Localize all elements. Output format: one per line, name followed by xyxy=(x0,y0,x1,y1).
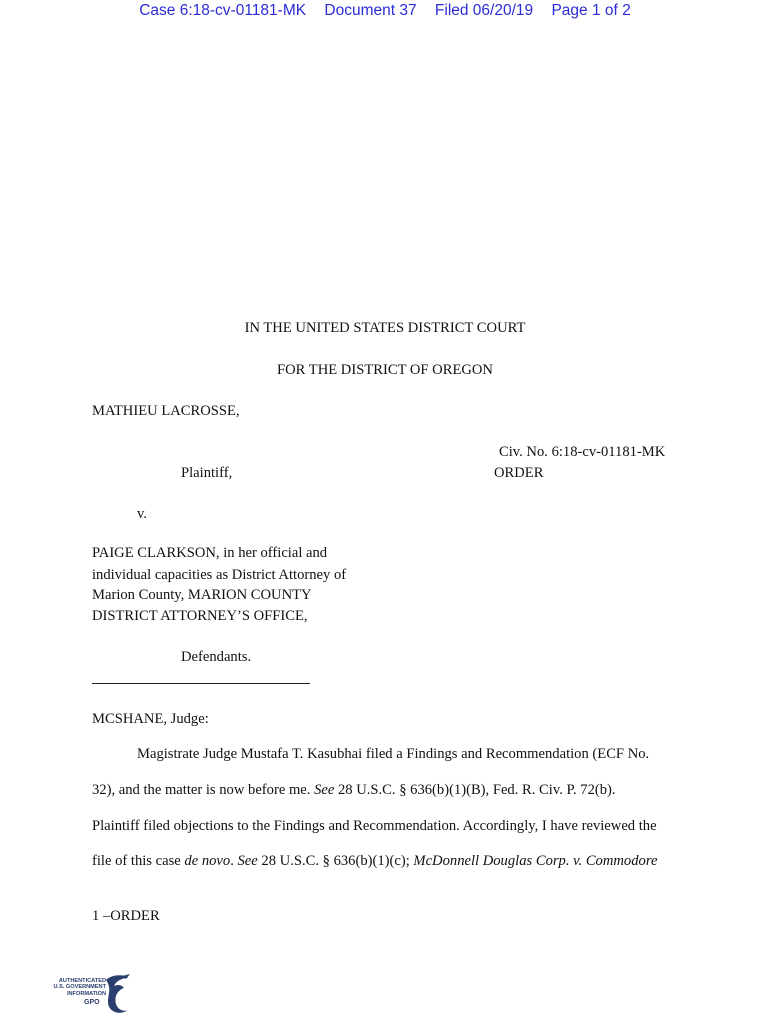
plaintiff-name: MATHIEU LACROSSE, xyxy=(92,403,240,419)
eagle-icon xyxy=(102,972,132,1016)
defendant-line: PAIGE CLARKSON, in her official and xyxy=(92,545,328,561)
judge-name: MCSHANE, Judge: xyxy=(92,711,209,727)
document-type: ORDER xyxy=(494,465,544,481)
body-line: Magistrate Judge Mustafa T. Kasubhai filed a Findings and Recommendation (ECF No. xyxy=(137,746,650,762)
page-indicator: Page 1 of 2 xyxy=(551,2,631,19)
defendant-line: Marion County, MARION COUNTY xyxy=(92,587,312,603)
court-district: FOR THE DISTRICT OF OREGON xyxy=(277,362,493,378)
civil-number: Civ. No. 6:18-cv-01181-MK xyxy=(499,444,666,460)
case-number: Case 6:18-cv-01181-MK xyxy=(139,2,307,19)
gpo-mark: GPO xyxy=(84,999,100,1006)
page-footer: 1 –ORDER xyxy=(92,908,160,924)
plaintiff-role: Plaintiff, xyxy=(181,465,233,481)
court-name: IN THE UNITED STATES DISTRICT COURT xyxy=(244,320,526,336)
ecf-header xyxy=(0,2,770,20)
body-line: file of this case de novo. See 28 U.S.C. § 636(b)(1)(c); McDonnell Douglas Corp. v. Commodore xyxy=(92,853,658,869)
gpo-authentication-logo xyxy=(44,972,134,1018)
body-line: Plaintiff filed objections to the Findings and Recommendation. Accordingly, I have reviewed the xyxy=(92,818,657,834)
body-line: 32), and the matter is now before me. See 28 U.S.C. § 636(b)(1)(B), Fed. R. Civ. P. 72(b). xyxy=(92,782,616,798)
caption-divider xyxy=(92,683,310,684)
defendant-role: Defendants. xyxy=(181,649,252,665)
defendant-line: individual capacities as District Attorney of xyxy=(92,567,347,583)
defendant-line: DISTRICT ATTORNEY’S OFFICE, xyxy=(92,608,308,624)
gpo-logo-text: AUTHENTICATED U.S. GOVERNMENT INFORMATION xyxy=(53,978,106,997)
versus: v. xyxy=(137,506,147,522)
document-number: Document 37 xyxy=(324,2,417,19)
filed-date: Filed 06/20/19 xyxy=(434,2,534,19)
